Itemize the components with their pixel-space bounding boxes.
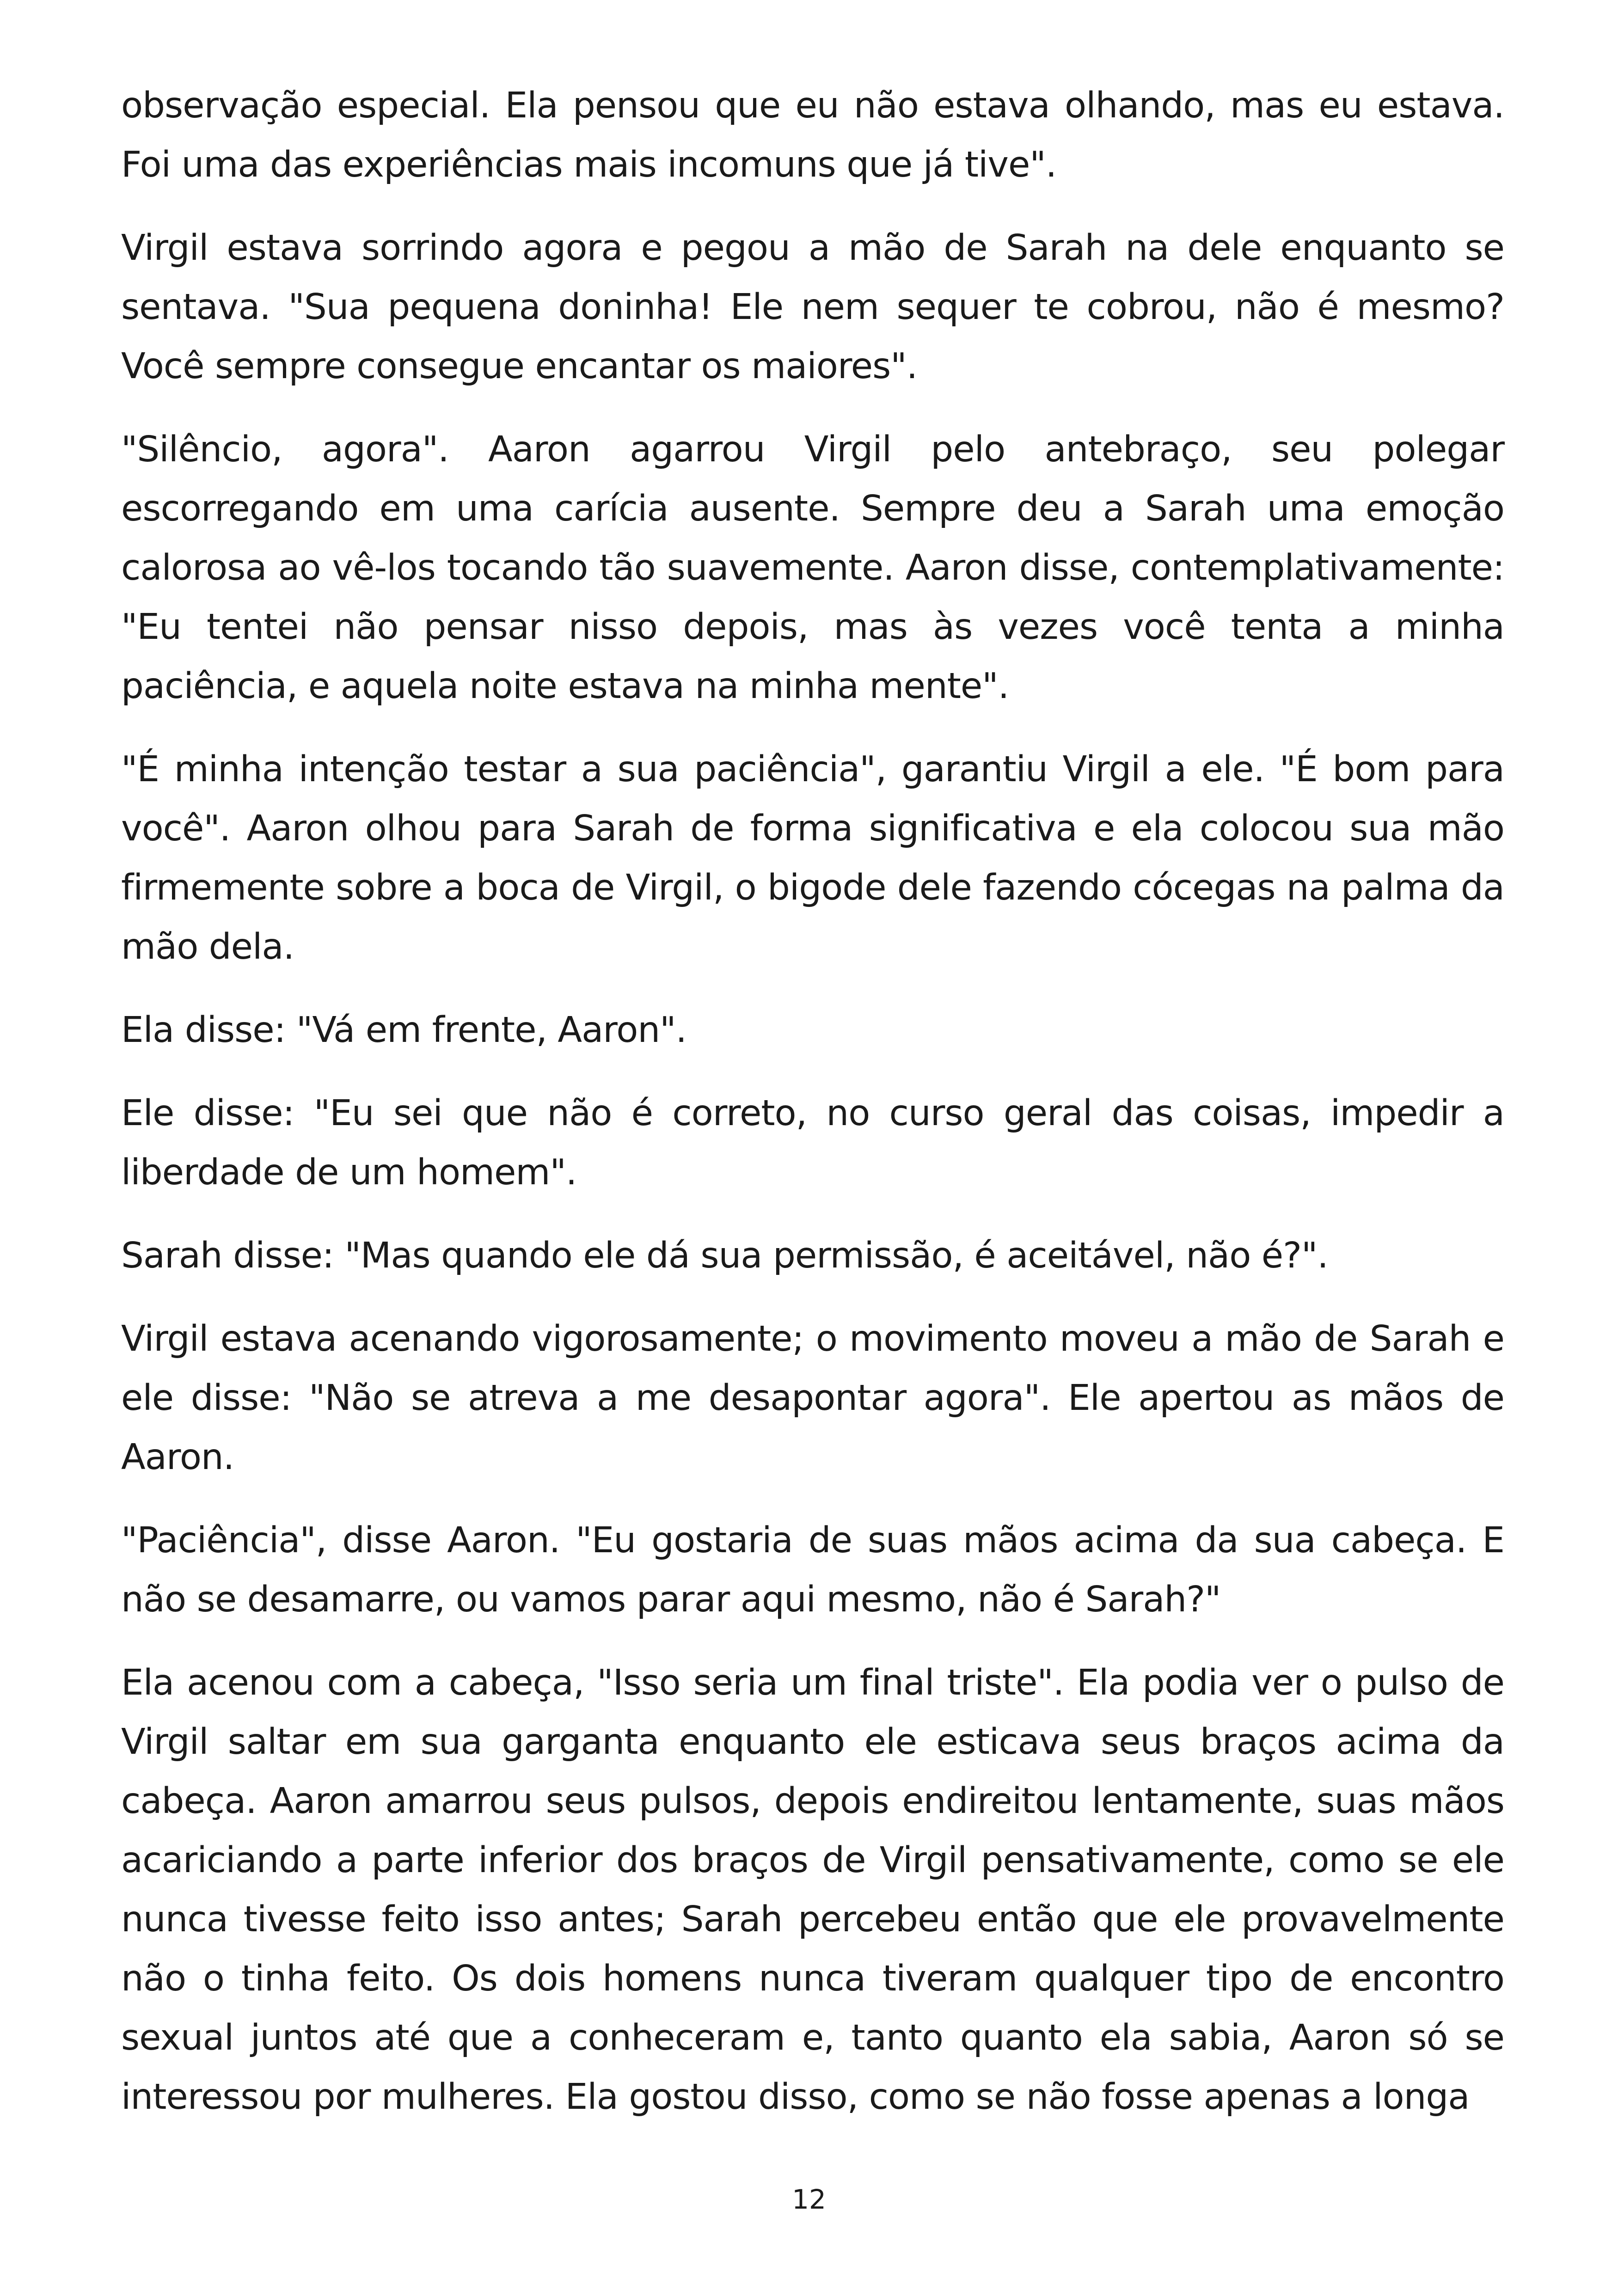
paragraph: Virgil estava sorrindo agora e pegou a mão de Sarah na dele enquanto se sentava. "Sua pequena doninha! Ele nem sequer te cobrou, não é mesmo? Você sempre consegue encantar os maiores". xyxy=(121,227,1504,387)
paragraph: Ela acenou com a cabeça, "Isso seria um final triste". Ela podia ver o pulso de Virgil saltar em sua garganta enquanto ele esticava seus braços acima da cabeça. Aaron amarrou seus pulsos, depois endireitou lentamente, suas mãos acariciando a parte inferior dos braços de Virgil pensativamente, como se ele nunca tivesse feito isso antes; Sarah percebeu então que ele provavelmente não o tinha feito. Os dois homens nunca tiveram qualquer tipo de encontro sexual juntos até que a conheceram e, tanto quanto ela sabia, Aaron só se interessou por mulheres. Ela gostou disso, como se não fosse apenas a longa xyxy=(121,1662,1504,2118)
paragraph: "É minha intenção testar a sua paciência", garantiu Virgil a ele. "É bom para você". Aaron olhou para Sarah de forma significativa e ela colocou sua mão firmemente sobre a boca de Virgil, o bigode dele fazendo cócegas na palma da mão dela. xyxy=(121,749,1504,967)
paragraph: Ele disse: "Eu sei que não é correto, no curso geral das coisas, impedir a liberdade de um homem". xyxy=(121,1093,1504,1193)
paragraph: Sarah disse: "Mas quando ele dá sua permissão, é aceitável, não é?". xyxy=(121,1235,1328,1276)
paragraph: "Silêncio, agora". Aaron agarrou Virgil pelo antebraço, seu polegar escorregando em uma carícia ausente. Sempre deu a Sarah uma emoção calorosa ao vê-los tocando tão suavemente. Aaron disse, contemplativamente: "Eu tentei não pensar nisso depois, mas às vezes você tenta a minha paciência, e aquela noite estava na minha mente". xyxy=(121,429,1504,707)
paragraph: Ela disse: "Vá em frente, Aaron". xyxy=(121,1010,687,1051)
paragraph: "Paciência", disse Aaron. "Eu gostaria de suas mãos acima da sua cabeça. E não se desamarre, ou vamos parar aqui mesmo, não é Sarah?" xyxy=(121,1520,1504,1620)
paragraph: Virgil estava acenando vigorosamente; o movimento moveu a mão de Sarah e ele disse: "Não se atreva a me desapontar agora". Ele apertou as mãos de Aaron. xyxy=(121,1318,1504,1478)
page-body xyxy=(121,76,1504,2151)
page-number: 12 xyxy=(792,2184,826,2215)
paragraph: observação especial. Ela pensou que eu não estava olhando, mas eu estava. Foi uma das experiências mais incomuns que já tive". xyxy=(121,85,1504,185)
